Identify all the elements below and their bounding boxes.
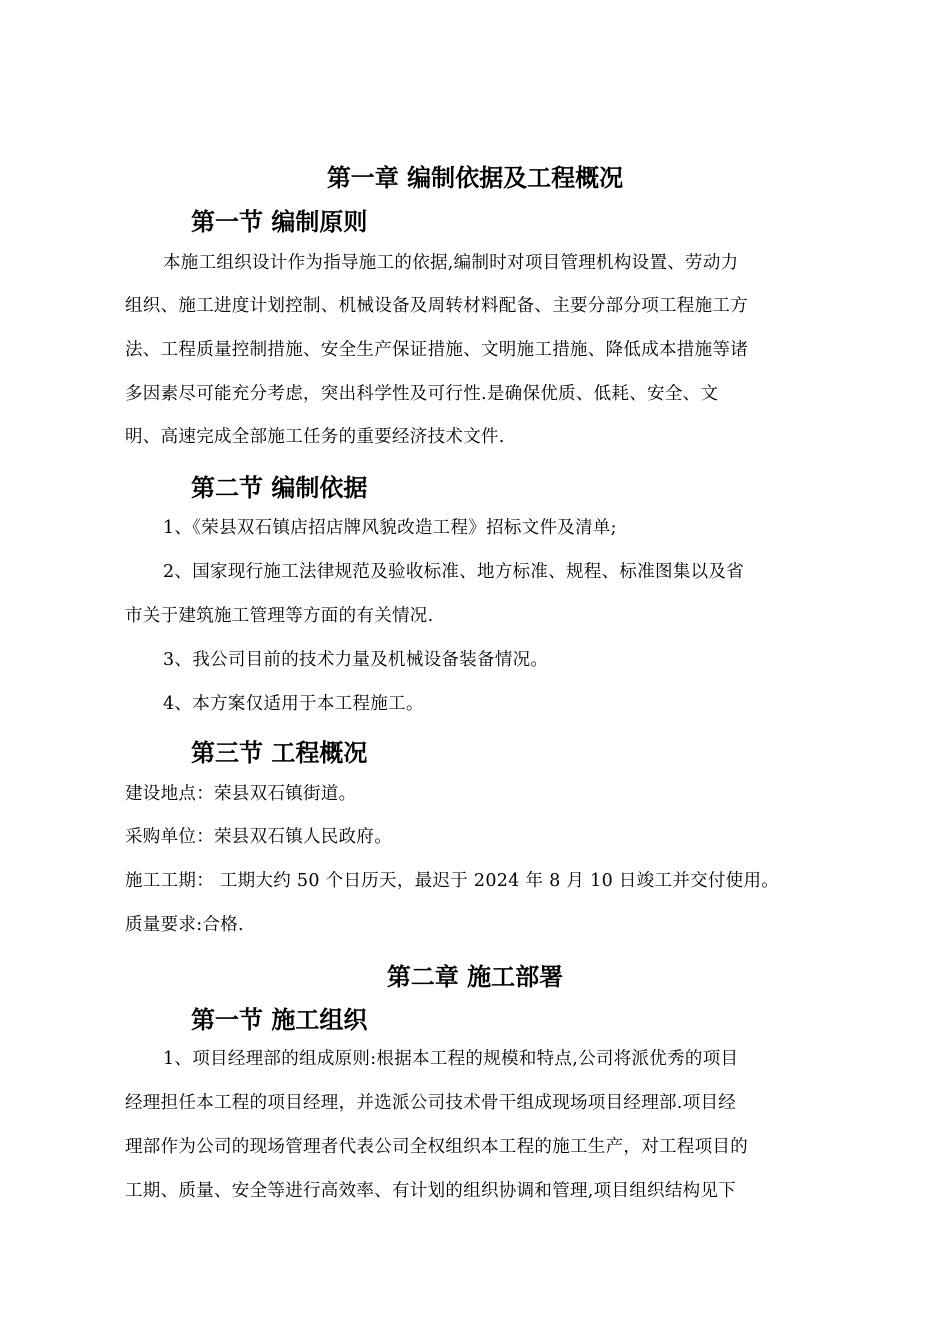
ch1-s1-paragraph-line: 多因素尽可能充分考虑，突出科学性及可行性.是确保优质、低耗、安全、文 xyxy=(125,384,719,404)
chapter-2-title: 第二章 施工部署 xyxy=(386,963,564,991)
project-location: 建设地点：荣县双石镇街道。 xyxy=(125,784,357,804)
ch2-s1-paragraph-line: 1、项目经理部的组成原则:根据本工程的规模和特点,公司将派优秀的项目 xyxy=(163,1049,739,1069)
ch1-section-3-title: 第三节 工程概况 xyxy=(191,739,368,767)
ch2-section-1-title: 第一节 施工组织 xyxy=(191,1006,368,1034)
project-period: 施工工期： 工期大约 50 个日历天，最迟于 2024 年 8 月 10 日竣工并交付使用。 xyxy=(125,871,780,891)
ch1-section-1-title: 第一节 编制原则 xyxy=(191,208,368,236)
basis-item-3: 3、我公司目前的技术力量及机械设备装备情况。 xyxy=(163,650,549,670)
ch2-s1-paragraph-line: 理部作为公司的现场管理者代表公司全权组织本工程的施工生产，对工程项目的 xyxy=(125,1137,748,1157)
project-quality: 质量要求:合格. xyxy=(125,915,244,935)
basis-item-4: 4、本方案仅适用于本工程施工。 xyxy=(163,694,424,714)
chapter-1-title: 第一章 编制依据及工程概况 xyxy=(326,164,624,192)
basis-item-1: 1、《荣县双石镇店招店牌风貌改造工程》招标文件及清单; xyxy=(163,518,617,538)
basis-item-2-line-2: 市关于建筑施工管理等方面的有关情况. xyxy=(125,606,434,626)
ch1-s1-paragraph-line: 明、高速完成全部施工任务的重要经济技术文件. xyxy=(125,427,505,447)
ch2-s1-paragraph-line: 经理担任本工程的项目经理，并选派公司技术骨干组成现场项目经理部.项目经 xyxy=(125,1093,737,1113)
ch2-s1-paragraph-line: 工期、质量、安全等进行高效率、有计划的组织协调和管理,项目组织结构见下 xyxy=(125,1181,737,1201)
ch1-s1-paragraph-line: 本施工组织设计作为指导施工的依据,编制时对项目管理机构设置、劳动力 xyxy=(163,253,739,273)
ch1-section-2-title: 第二节 编制依据 xyxy=(191,474,368,502)
basis-item-2-line-1: 2、国家现行施工法律规范及验收标准、地方标准、规程、标准图集以及省 xyxy=(163,562,745,582)
project-purchaser: 采购单位：荣县双石镇人民政府。 xyxy=(125,827,392,847)
ch1-s1-paragraph-line: 法、工程质量控制措施、安全生产保证措施、文明施工措施、降低成本措施等诸 xyxy=(125,340,748,360)
ch1-s1-paragraph-line: 组织、施工进度计划控制、机械设备及周转材料配备、主要分部分项工程施工方 xyxy=(125,296,748,316)
